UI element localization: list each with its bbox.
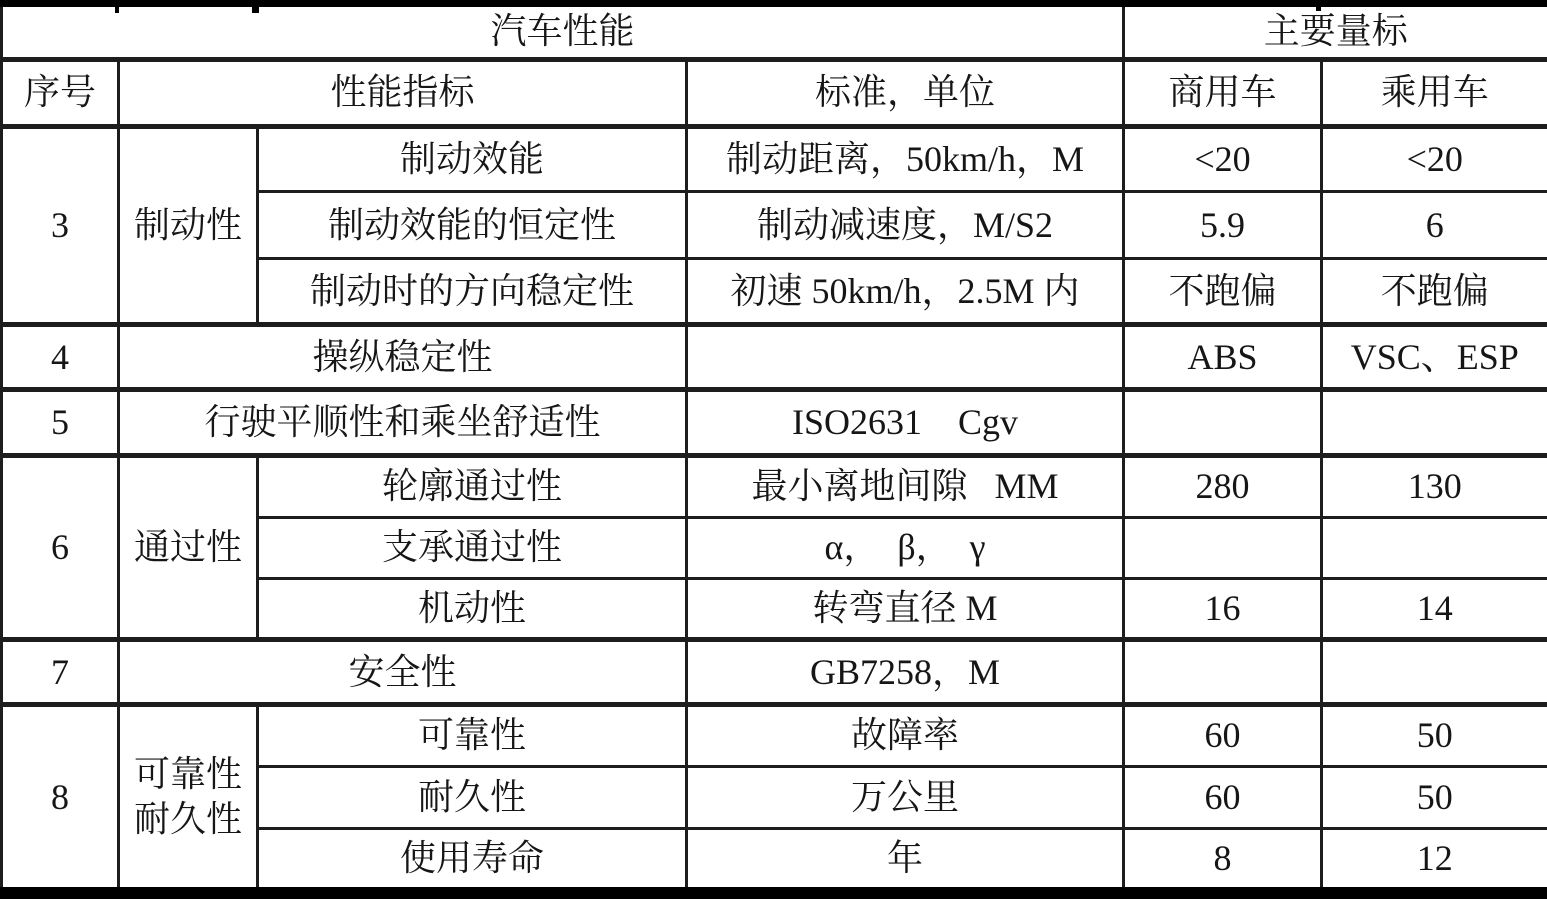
value-commercial-durability: 60 bbox=[1124, 766, 1322, 828]
column-header-passenger-vehicle: 乘用车 bbox=[1322, 59, 1547, 126]
group-label-line2: 耐久性 bbox=[133, 799, 242, 839]
indicator-reliability: 可靠性 bbox=[258, 705, 687, 767]
indicator-handling-stability: 操纵稳定性 bbox=[119, 325, 687, 390]
header-vehicle-performance: 汽车性能 bbox=[2, 4, 1124, 60]
group-label-line1: 可靠性 bbox=[133, 754, 242, 794]
value-passenger-contour-passability: 130 bbox=[1322, 455, 1547, 517]
indicator-ride-comfort: 行驶平顺性和乘坐舒适性 bbox=[119, 389, 687, 455]
standard-reliability: 故障率 bbox=[687, 705, 1124, 767]
value-commercial-safety bbox=[1124, 640, 1322, 705]
value-commercial-braking-consistency: 5.9 bbox=[1124, 192, 1322, 259]
row-no-ride-comfort: 5 bbox=[2, 389, 119, 455]
value-commercial-braking-efficiency: <20 bbox=[1124, 126, 1322, 192]
indicator-braking-efficiency: 制动效能 bbox=[258, 126, 687, 192]
value-passenger-ride-comfort bbox=[1322, 389, 1547, 455]
value-passenger-reliability: 50 bbox=[1322, 705, 1547, 767]
value-passenger-support-passability bbox=[1322, 517, 1547, 579]
standard-ride-comfort: ISO2631 Cgv bbox=[687, 389, 1124, 455]
table-row bbox=[2, 389, 1547, 455]
value-passenger-braking-consistency: 6 bbox=[1322, 192, 1547, 259]
indicator-support-passability: 支承通过性 bbox=[258, 517, 687, 579]
row-no-braking: 3 bbox=[2, 126, 119, 325]
value-commercial-reliability: 60 bbox=[1124, 705, 1322, 767]
standard-maneuverability: 转弯直径 M bbox=[687, 579, 1124, 640]
column-header-no: 序号 bbox=[2, 59, 119, 126]
indicator-safety: 安全性 bbox=[119, 640, 687, 705]
value-commercial-support-passability bbox=[1124, 517, 1322, 579]
table-row bbox=[2, 640, 1547, 705]
table-row bbox=[2, 126, 1547, 192]
value-passenger-braking-direction-stability: 不跑偏 bbox=[1322, 259, 1547, 325]
value-passenger-safety bbox=[1322, 640, 1547, 705]
group-label-passability: 通过性 bbox=[119, 455, 258, 639]
standard-braking-efficiency: 制动距离，50km/h，M bbox=[687, 126, 1124, 192]
header-main-metrics: 主要量标 bbox=[1124, 4, 1547, 60]
value-passenger-maneuverability: 14 bbox=[1322, 579, 1547, 640]
value-commercial-handling-stability: ABS bbox=[1124, 325, 1322, 390]
value-passenger-service-life: 12 bbox=[1322, 828, 1547, 893]
standard-braking-direction-stability: 初速 50km/h，2.5M 内 bbox=[687, 259, 1124, 325]
value-passenger-braking-efficiency: <20 bbox=[1322, 126, 1547, 192]
indicator-maneuverability: 机动性 bbox=[258, 579, 687, 640]
standard-safety: GB7258，M bbox=[687, 640, 1124, 705]
value-commercial-maneuverability: 16 bbox=[1124, 579, 1322, 640]
standard-contour-passability: 最小离地间隙 MM bbox=[687, 455, 1124, 517]
row-no-safety: 7 bbox=[2, 640, 119, 705]
value-commercial-braking-direction-stability: 不跑偏 bbox=[1124, 259, 1322, 325]
scan-artifact-stub bbox=[252, 0, 259, 13]
row-no-passability: 6 bbox=[2, 455, 119, 639]
value-passenger-handling-stability: VSC、ESP bbox=[1322, 325, 1547, 390]
value-commercial-contour-passability: 280 bbox=[1124, 455, 1322, 517]
indicator-braking-consistency: 制动效能的恒定性 bbox=[258, 192, 687, 259]
scan-artifact-stub bbox=[1316, 0, 1321, 11]
value-passenger-durability: 50 bbox=[1322, 766, 1547, 828]
table-row bbox=[2, 705, 1547, 767]
row-no-handling: 4 bbox=[2, 325, 119, 390]
table-row bbox=[2, 325, 1547, 390]
standard-braking-consistency: 制动减速度，M/S2 bbox=[687, 192, 1124, 259]
value-commercial-service-life: 8 bbox=[1124, 828, 1322, 893]
standard-support-passability: α， β， γ bbox=[687, 517, 1124, 579]
column-header-commercial-vehicle: 商用车 bbox=[1124, 59, 1322, 126]
scan-artifact-stub bbox=[115, 0, 119, 13]
value-commercial-ride-comfort bbox=[1124, 389, 1322, 455]
indicator-service-life: 使用寿命 bbox=[258, 828, 687, 893]
standard-service-life: 年 bbox=[687, 828, 1124, 893]
table-row bbox=[2, 455, 1547, 517]
group-label-reliability-durability bbox=[119, 705, 258, 894]
indicator-braking-direction-stability: 制动时的方向稳定性 bbox=[258, 259, 687, 325]
row-no-reliability: 8 bbox=[2, 705, 119, 894]
standard-handling-stability bbox=[687, 325, 1124, 390]
column-header-standard-unit: 标准，单位 bbox=[687, 59, 1124, 126]
column-header-indicator: 性能指标 bbox=[119, 59, 687, 126]
standard-durability: 万公里 bbox=[687, 766, 1124, 828]
indicator-durability: 耐久性 bbox=[258, 766, 687, 828]
indicator-contour-passability: 轮廓通过性 bbox=[258, 455, 687, 517]
group-label-braking: 制动性 bbox=[119, 126, 258, 325]
